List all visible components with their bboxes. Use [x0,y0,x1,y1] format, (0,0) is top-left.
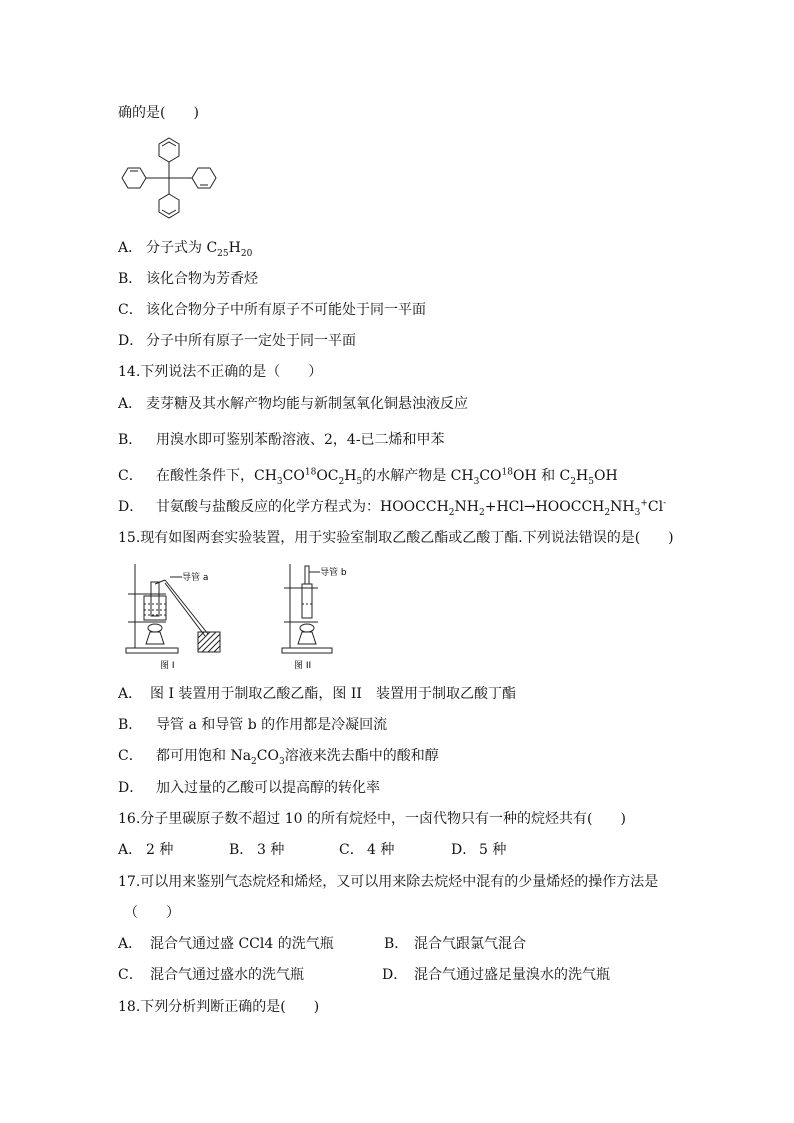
q14-option-d: D． 甘氨酸与盐酸反应的化学方程式为：$HOOCCH_2NH_2+HCl\to HOOCCH_2NH_3^+Cl^-$ [118,498,667,518]
q17-option-c: C． 混合气通过盛水的洗气瓶 [118,967,304,983]
figure-2-tube-label: 导管 b [320,568,347,578]
figure-1-tube-label: 导管 a [182,573,209,583]
q15-option-c: C． 都可用饱和 $Na_2CO_3$溶液来洗去酯中的酸和醇 [118,748,439,767]
q15-option-a: A． 图 I 装置用于制取乙酸乙酯，图 II 装置用于制取乙酸丁酯 [118,686,516,702]
apparatus-figure-1 [120,560,240,672]
q17-option-d: D． 混合气通过盛足量溴水的洗气瓶 [382,967,610,983]
q16-option-d: D． 5 种 [451,842,507,858]
q17-stem: 17.可以用来鉴别气态烷烃和烯烃，又可以用来除去烷烃中混有的少量烯烃的操作方法是 [118,874,659,890]
apparatus-figure-2 [278,560,358,672]
q13-option-b: B． 该化合物为芳香烃 [118,271,258,287]
q15-option-d: D． 加入过量的乙酸可以提高醇的转化率 [118,780,380,796]
q13-stem-tail: 确的是( ) [118,105,199,121]
q13-option-c: C． 该化合物分子中所有原子不可能处于同一平面 [118,302,426,318]
figure-1-caption: 图 I [160,661,175,671]
q15-option-b: B． 导管 a 和导管 b 的作用都是冷凝回流 [118,717,388,733]
q17-option-b: B． 混合气跟氯气混合 [384,936,526,952]
q17-paren: （ ） [124,905,180,921]
q16-option-a: A． 2 种 [118,842,174,858]
q16-option-c: C． 4 种 [339,842,395,858]
tetraphenylmethane-structure [118,134,220,224]
figure-2-caption: 图 II [294,661,312,671]
q18-stem: 18.下列分析判断正确的是( ) [118,999,320,1015]
q14-stem: 14.下列说法不正确的是（ ） [118,364,323,380]
q13-option-d: D． 分子中所有原子一定处于同一平面 [118,333,356,349]
q14-option-c: C． 在酸性条件下，$CH_3CO^{18}OC_2H_5$的水解产物是 $CH_3CO^{18}OH$ 和 $C_2H_5OH$ [118,467,618,487]
q14-option-b: B． 用溴水即可鉴别苯酚溶液、2，4-已二烯和甲苯 [118,432,445,448]
q16-option-b: B． 3 种 [229,842,285,858]
q16-stem: 16.分子里碳原子数不超过 10 的所有烷烃中，一卤代物只有一种的烷烃共有( ) [118,811,626,827]
q15-stem: 15.现有如图两套实验装置，用于实验室制取乙酸乙酯或乙酸丁酯.下列说法错误的是( ) [118,530,674,546]
q13-option-a: A． 分子式为 $C_{25}H_{20}$ [118,240,253,259]
q17-option-a: A． 混合气通过盛 CCl4 的洗气瓶 [118,936,334,952]
q14-option-a: A． 麦芽糖及其水解产物均能与新制氢氧化铜悬浊液反应 [118,396,468,412]
